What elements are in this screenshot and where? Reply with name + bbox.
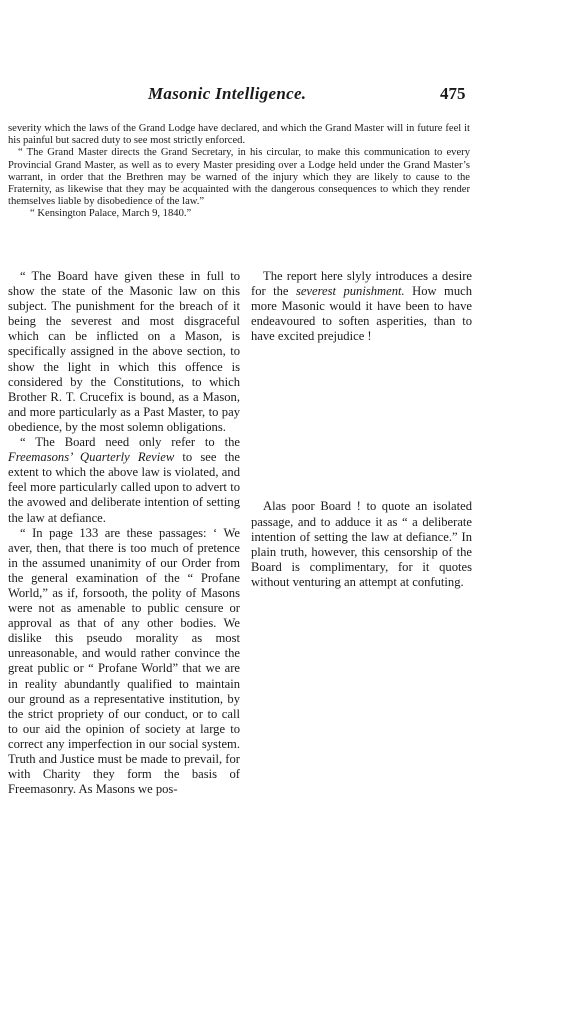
quoted-circular [8,123,470,221]
circular-paragraph-1: severity which the laws of the Grand Lodge have declared, and which the Grand Master will in future feel it his painful but sacred duty to see most strictly enforced. [8,123,470,147]
page-header [0,84,587,108]
left-paragraph-2 [8,435,240,526]
right-paragraph-1 [251,269,472,344]
left-paragraph-2-start: “ The Board need only refer to the [20,435,240,450]
left-paragraph-1: “ The Board have given these in full to show the state of the Masonic law on this subject. The punishment for the breach of it being the severest and most disgraceful which can be inflicted on a Mason, is specifically assigned in the above section, to show the light in which this offence is considered by the Constitutions, to which Brother R. T. Crucefix is bound, as a Mason, and more particularly as a Past Master, to pay obedience, by the most solemn obligations. [8,269,240,434]
right-paragraph-1-end: How much more Masonic would it have been to have endeavoured to soften asperities, than to have excited prejudice ! [251,284,473,344]
running-title: Masonic Intelligence. [148,84,307,103]
left-column [8,269,240,797]
circular-paragraph-2: “ The Grand Master directs the Grand Secretary, in his circular, to make this communication to every Provincial Grand Master, as well as to every Master presiding over a Lodge held under the Grand Master’s warrant, in order that the Brethren may be warned of the injury which they are likely to cause to the Fraternity, as likewise that they may be acquainted with the dangerous consequences to which they render themselves liable by disobedience of the law.” [8,147,470,208]
left-paragraph-2-end: to see the extent to which the above law is violated, and feel more particularly called upon to advert to the avowed and deliberate intention of setting the law at defiance. [8,450,240,525]
circular-signature: “ Kensington Palace, March 9, 1840.” [30,208,192,220]
right-paragraph-1-emphasis: severest punishment. [295,284,405,299]
page-number: 475 [440,84,466,103]
left-paragraph-3: “ In page 133 are these passages: ‘ We aver, then, that there is too much of pretence in the assumed unanimity of our Order from the general examination of the “ Profane World,” as if, forsooth, the polity of Masons were not as amenable to public censure or approval as that of any other bodies. We dislike this pseudo morality as most unreasonable, and would rather convince the great public or “ Profane World” that we are in reality abundantly qualified to maintain our ground as a representative institution, by the strict propriety of our conduct, or to call to our aid the opinion of society at large to correct any imperfection in our social system. Truth and Justice must be made to prevail, for with Charity they form the basis of Freemasonry. As Masons we pos- [8,525,240,797]
review-title: Freemasons’ Quarterly Review [8,450,175,465]
right-paragraph-1-start: The report here slyly introduces a desire for the [251,269,472,299]
right-column [251,269,472,590]
right-paragraph-2: Alas poor Board ! to quote an isolated passage, and to adduce it as “ a deliberate intention of setting the law at defiance.” In plain truth, however, this censorship of the Board is complimentary, for it quotes without venturing an attempt at confuting. [251,499,472,589]
